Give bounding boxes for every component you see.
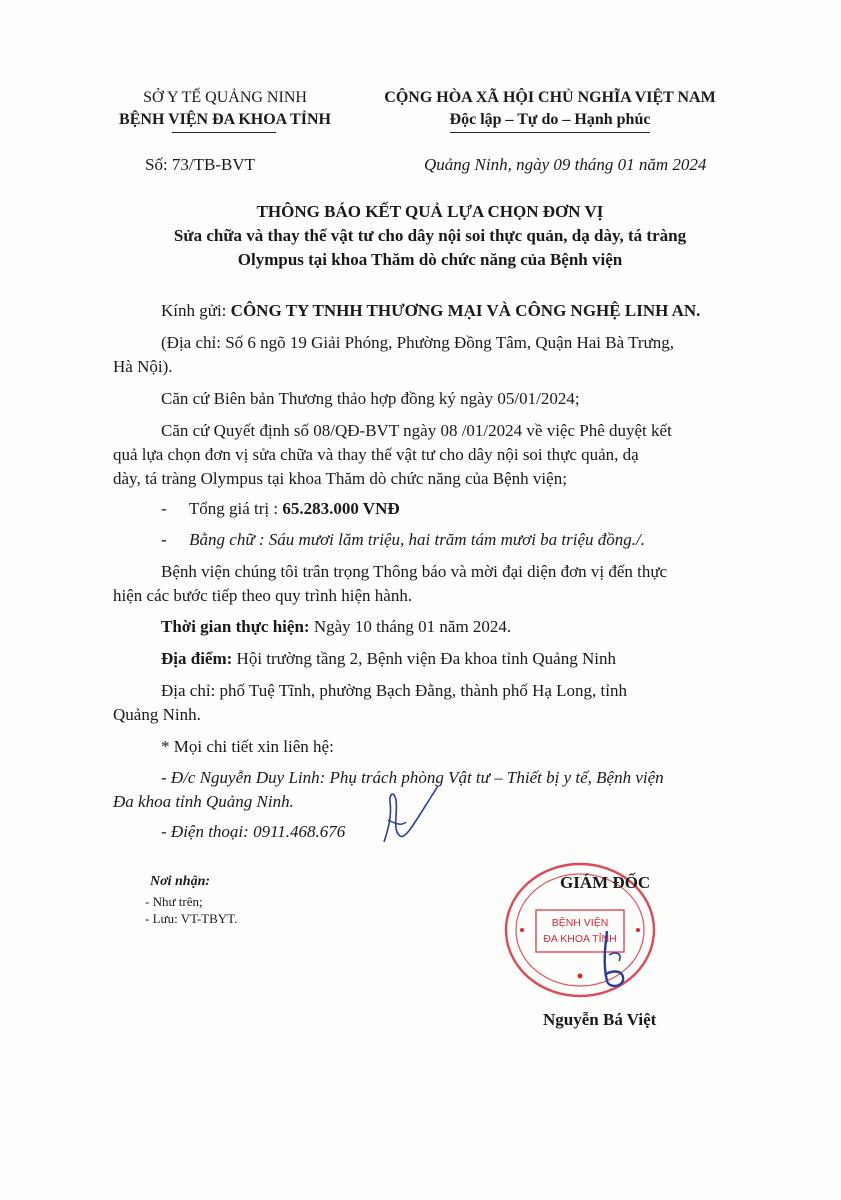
doc-number: Số: 73/TB-BVT (145, 155, 256, 174)
recipient-address-2: Hà Nội). (113, 357, 173, 376)
doc-subtitle-1: Sửa chữa và thay thế vật tư cho dây nội soi thực quản, dạ dày, tá tràng (173, 226, 687, 245)
venue-address-1: Địa chỉ: phố Tuệ Tĩnh, phường Bạch Đằng, thành phố Hạ Long, tỉnh (161, 681, 627, 700)
venue-address-2: Quảng Ninh. (113, 705, 201, 724)
signature-position: GIÁM ĐỐC (560, 873, 651, 892)
time-value: Ngày 10 tháng 01 năm 2024. (313, 617, 512, 636)
venue-line (161, 649, 616, 669)
recipient-address-1: (Địa chỉ: Số 6 ngõ 19 Giải Phóng, Phường Đồng Tâm, Quận Hai Bà Trưng, (161, 333, 675, 352)
total-dash: - (161, 499, 167, 518)
invite-line-2: hiện các bước tiếp theo quy trình hiện hành. (113, 586, 413, 605)
contact-person-2: Đa khoa tỉnh Quảng Ninh. (113, 792, 294, 811)
words-value: Sáu mươi lăm triệu, hai trăm tám mươi ba triệu đồng./. (268, 530, 646, 549)
venue-label: Địa điểm: (161, 649, 233, 668)
recipient-line (161, 301, 700, 321)
recipients-label: Nơi nhận: (150, 874, 211, 889)
place-date: Quảng Ninh, ngày 09 tháng 01 năm 2024 (424, 155, 707, 174)
svg-text:ĐA KHOA TỈNH: ĐA KHOA TỈNH (543, 933, 617, 945)
basis-2-line-1: Căn cứ Quyết định số 08/QĐ-BVT ngày 08 /01/2024 về việc Phê duyệt kết (161, 421, 672, 440)
stamp-text: BỆNH VIỆN (551, 917, 609, 929)
words-dash: - (161, 530, 167, 549)
contact-phone: - Điện thoại: 0911.468.676 (161, 822, 346, 841)
director-signature (585, 925, 645, 995)
motto-underline (450, 132, 650, 133)
words-label: Bằng chữ : (189, 530, 265, 549)
org-name: BỆNH VIỆN ĐA KHOA TỈNH (119, 111, 331, 128)
total-value-line (161, 499, 400, 519)
basis-1: Căn cứ Biên bản Thương thảo hợp đồng ký ngày 05/01/2024; (161, 389, 580, 408)
venue-value: Hội trường tầng 2, Bệnh viện Đa khoa tỉnh Quảng Ninh (236, 649, 616, 668)
time-line (161, 617, 511, 637)
total-label: Tổng giá trị : (188, 499, 279, 518)
national-motto: Độc lập – Tự do – Hạnh phúc (449, 111, 651, 128)
time-label: Thời gian thực hiện: (161, 617, 310, 636)
republic-title: CỘNG HÒA XÃ HỘI CHỦ NGHĨA VIỆT NAM (384, 89, 716, 106)
signer-name: Nguyễn Bá Việt (543, 1010, 657, 1029)
recipient-label: Kính gửi: (161, 301, 227, 320)
doc-subtitle-2: Olympus tại khoa Thăm dò chức năng của Bệnh viện (237, 250, 623, 269)
basis-2-line-3: dày, tá tràng Olympus tại khoa Thăm dò chức năng của Bệnh viện; (113, 469, 567, 488)
invite-line-1: Bệnh viện chúng tôi trân trọng Thông báo và mời đại diện đơn vị đến thực (161, 562, 668, 581)
doc-title: THÔNG BÁO KẾT QUẢ LỰA CHỌN ĐƠN VỊ (256, 202, 604, 221)
recipients-item-2: - Lưu: VT-TBYT. (145, 911, 238, 926)
org-parent: SỞ Y TẾ QUẢNG NINH (143, 89, 307, 106)
recipients-item-1: - Như trên; (145, 894, 203, 909)
contact-intro: * Mọi chi tiết xin liên hệ: (161, 737, 334, 756)
total-value: 65.283.000 VNĐ (282, 499, 400, 518)
contact-person-1: - Đ/c Nguyễn Duy Linh: Phụ trách phòng Vật tư – Thiết bị y tế, Bệnh viện (161, 768, 664, 787)
org-underline (172, 132, 276, 133)
basis-2-line-2: quả lựa chọn đơn vị sửa chữa và thay thế vật tư cho dây nội soi thực quản, dạ (113, 445, 639, 464)
initial-signature-mark (376, 780, 446, 850)
recipient-name: CÔNG TY TNHH THƯƠNG MẠI VÀ CÔNG NGHỆ LINH AN. (230, 301, 701, 320)
total-words-line (161, 530, 645, 550)
